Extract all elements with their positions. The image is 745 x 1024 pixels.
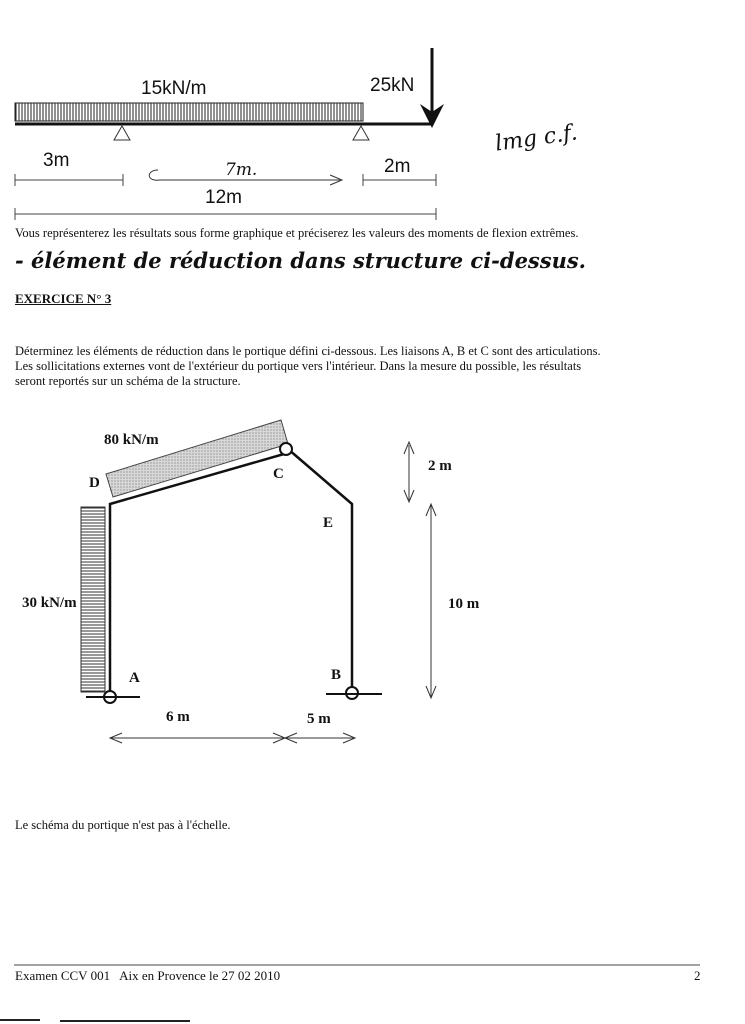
dim-label-right-width: 5 m <box>307 711 331 727</box>
dim-label-top-height: 2 m <box>428 458 452 474</box>
exercise-paragraph-line-3: seront reportés sur un schéma de la structure. <box>15 374 241 388</box>
frame-right-member <box>288 449 352 692</box>
node-label-A: A <box>129 670 140 686</box>
dim-middle-handwritten: 7m. <box>225 160 258 180</box>
scale-note: Le schéma du portique n'est pas à l'échelle. <box>15 818 231 832</box>
vertical-load-label: 30 kN/m <box>22 595 77 611</box>
node-label-D: D <box>89 475 100 491</box>
inclined-load-label: 80 kN/m <box>104 432 159 448</box>
node-label-B: B <box>331 667 342 683</box>
node-label-C: C <box>273 466 284 482</box>
support-right <box>353 126 369 140</box>
distributed-load-label: 15kN/m <box>141 78 207 99</box>
vertical-load-hatch <box>81 507 105 692</box>
exercise-title: EXERCICE N° 3 <box>15 291 112 306</box>
dim-left-span: 3m <box>43 150 70 171</box>
beam-instruction: Vous représenterez les résultats sous forme graphique et préciserez les valeurs des moments de flexion extrêmes. <box>15 226 579 240</box>
exercise-paragraph-line-1: Déterminez les éléments de réduction dans le portique défini ci-dessous. Les liaisons A, B et C sont des articulations. <box>15 344 601 358</box>
dim-label-left-width: 6 m <box>166 709 190 725</box>
support-left <box>114 126 130 140</box>
page-number: 2 <box>694 968 701 983</box>
exercise-paragraph-line-2: Les sollicitations externes vont de l'extérieur du portique vers l'intérieur. Dans la mesure du possible, les résultats <box>15 359 582 373</box>
point-load-label: 25kN <box>370 75 415 96</box>
handwritten-note: - élément de réduction dans structure ci-dessus. <box>15 248 586 273</box>
dim-right-span: 2m <box>384 156 411 177</box>
footer-left: Examen CCV 001 Aix en Provence le 27 02 2010 <box>15 968 281 983</box>
handwritten-note-right: lmg c.f. <box>493 120 579 157</box>
dim-total-length: 12m <box>205 187 242 208</box>
hinge-C <box>280 443 292 455</box>
node-label-E: E <box>323 515 334 531</box>
distributed-load-hatch <box>15 103 363 121</box>
dim-label-column-height: 10 m <box>448 596 480 612</box>
